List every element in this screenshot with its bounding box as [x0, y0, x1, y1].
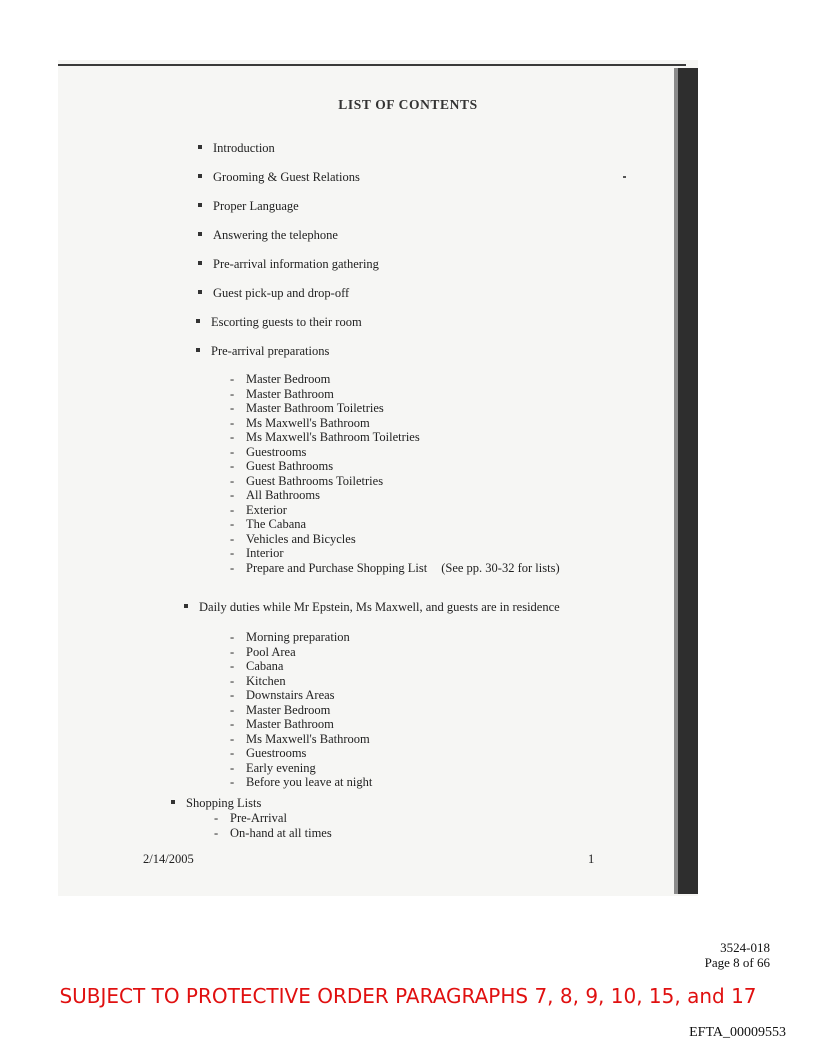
toc-item-answering-telephone	[213, 228, 338, 243]
bullet-icon	[198, 174, 202, 178]
sub-item: - Before you leave at night	[230, 775, 373, 789]
document-title: LIST OF CONTENTS	[338, 97, 478, 112]
sub-item: - On-hand at all times	[214, 825, 332, 840]
toc-item-label: Grooming & Guest Relations	[213, 170, 360, 184]
bates-page-count: Page 8 of 66	[704, 955, 770, 970]
sub-item-label: Master Bedroom	[246, 372, 331, 386]
sub-item: - Master Bathroom	[230, 386, 334, 401]
sub-item-label: Guestrooms	[246, 746, 307, 760]
sub-item-label: Before you leave at night	[246, 775, 373, 789]
sub-item: - Guest Bathrooms Toiletries	[230, 473, 384, 488]
bullet-icon	[196, 348, 200, 352]
scan-speck	[623, 176, 626, 178]
sub-item-label: Early evening	[246, 760, 316, 775]
sub-item-label: Morning preparation	[246, 630, 350, 644]
lists-reference-note: (See pp. 30-32 for lists)	[441, 560, 560, 575]
sub-item-label: Interior	[246, 546, 284, 560]
bullet-icon	[198, 203, 202, 207]
sub-item-label: Guestrooms	[246, 444, 307, 459]
bullet-icon	[198, 145, 202, 149]
toc-item-label: Daily duties while Mr Epstein, Ms Maxwell, and guests are in residence	[199, 600, 560, 614]
sub-item: - Exterior	[230, 502, 287, 517]
sub-item: - Ms Maxwell's Bathroom	[230, 415, 370, 430]
sub-item-label: Master Bathroom Toiletries	[246, 401, 384, 415]
sub-item: - Early evening	[230, 760, 316, 775]
sub-item-label: Ms Maxwell's Bathroom	[246, 731, 370, 746]
efta-identifier: EFTA_00009553	[689, 1025, 786, 1040]
toc-item-proper-language	[213, 199, 299, 214]
toc-item-pre-arrival-preparations	[211, 344, 329, 359]
toc-item-label: Introduction	[213, 141, 275, 155]
daily-duties-sublist	[230, 630, 372, 790]
toc-item-label: Escorting guests to their room	[211, 315, 362, 329]
sub-item-label: Pre-Arrival	[230, 811, 287, 825]
sub-item: - Interior	[230, 546, 284, 560]
sub-item: - Prepare and Purchase Shopping List (See pp. 30-32 for lists)	[230, 560, 560, 575]
protective-order-banner: SUBJECT TO PROTECTIVE ORDER PARAGRAPHS 7, 8, 9, 10, 15, and 17	[59, 984, 757, 1008]
bullet-icon	[196, 319, 200, 323]
sub-item: - Ms Maxwell's Bathroom Toiletries	[230, 430, 420, 444]
toc-item-label: Guest pick-up and drop-off	[213, 286, 350, 300]
sub-item-label: Guest Bathrooms Toiletries	[246, 473, 384, 488]
page-dark-edge	[678, 68, 698, 894]
page-top-rule	[58, 64, 686, 66]
sub-item: - Guestrooms	[230, 746, 307, 760]
sub-item: - Ms Maxwell's Bathroom	[230, 731, 370, 746]
sub-item-label: On-hand at all times	[230, 825, 332, 840]
sub-item: - Kitchen	[230, 673, 286, 688]
toc-item-label: Shopping Lists	[186, 796, 262, 810]
sub-item-label: Master Bathroom	[246, 717, 334, 731]
sub-item: - Downstairs Areas	[230, 688, 335, 702]
sub-item-label: Guest Bathrooms	[246, 459, 334, 473]
sub-item: - Master Bedroom	[230, 372, 331, 386]
toc-item-label: Pre-arrival information gathering	[213, 257, 379, 271]
sub-item-label: Ms Maxwell's Bathroom Toiletries	[246, 430, 420, 444]
toc-item-shopping-lists	[186, 796, 261, 811]
footer-date: 2/14/2005	[143, 852, 194, 866]
sub-item: - Pre-Arrival	[214, 811, 287, 825]
sub-item-label: Exterior	[246, 502, 287, 517]
pre-arrival-sublist	[230, 372, 560, 575]
toc-item-label: Proper Language	[213, 199, 299, 213]
bullet-icon	[198, 290, 202, 294]
sub-item-label: Master Bathroom	[246, 386, 334, 401]
sub-item: - Guest Bathrooms	[230, 459, 334, 473]
sub-item: - Vehicles and Bicycles	[230, 531, 356, 546]
sub-item-label: Ms Maxwell's Bathroom	[246, 415, 370, 430]
sub-item-label: Prepare and Purchase Shopping List	[246, 560, 428, 575]
shopping-lists-sublist	[214, 811, 332, 840]
toc-item-label: Answering the telephone	[213, 228, 338, 242]
bullet-icon	[184, 604, 188, 608]
sub-item: - The Cabana	[230, 517, 307, 531]
sub-item: - Morning preparation	[230, 630, 350, 644]
toc-item-guest-pickup	[213, 286, 349, 301]
toc-item-introduction	[213, 141, 275, 156]
bullet-icon	[198, 232, 202, 236]
sub-item-label: All Bathrooms	[246, 488, 320, 502]
toc-item-pre-arrival-info	[213, 257, 379, 272]
sub-item: - Master Bathroom	[230, 717, 334, 731]
toc-item-escorting-guests	[211, 315, 362, 330]
sub-item-label: Vehicles and Bicycles	[246, 531, 356, 546]
sub-item-label: Master Bedroom	[246, 702, 331, 717]
bullet-icon	[171, 800, 175, 804]
sub-item-label: Downstairs Areas	[246, 688, 335, 702]
bates-stamp	[705, 940, 770, 970]
toc-item-grooming	[213, 170, 360, 185]
sub-item-label: Pool Area	[246, 644, 296, 659]
sub-item: - Pool Area	[230, 644, 296, 659]
bullet-icon	[198, 261, 202, 265]
toc-item-label: Pre-arrival preparations	[211, 344, 330, 358]
sub-item-label: Cabana	[246, 659, 284, 673]
sub-item-label: Kitchen	[246, 673, 286, 688]
sub-item: - All Bathrooms	[230, 488, 320, 502]
sub-item-label: The Cabana	[246, 517, 307, 531]
sub-item: - Master Bathroom Toiletries	[230, 401, 384, 415]
toc-item-daily-duties	[199, 600, 560, 615]
bates-number: 3524-018	[720, 940, 770, 955]
sub-item: - Master Bedroom	[230, 702, 331, 717]
sub-item: - Cabana	[230, 659, 284, 673]
sub-item: - Guestrooms	[230, 444, 307, 459]
page-number: 1	[588, 852, 595, 866]
